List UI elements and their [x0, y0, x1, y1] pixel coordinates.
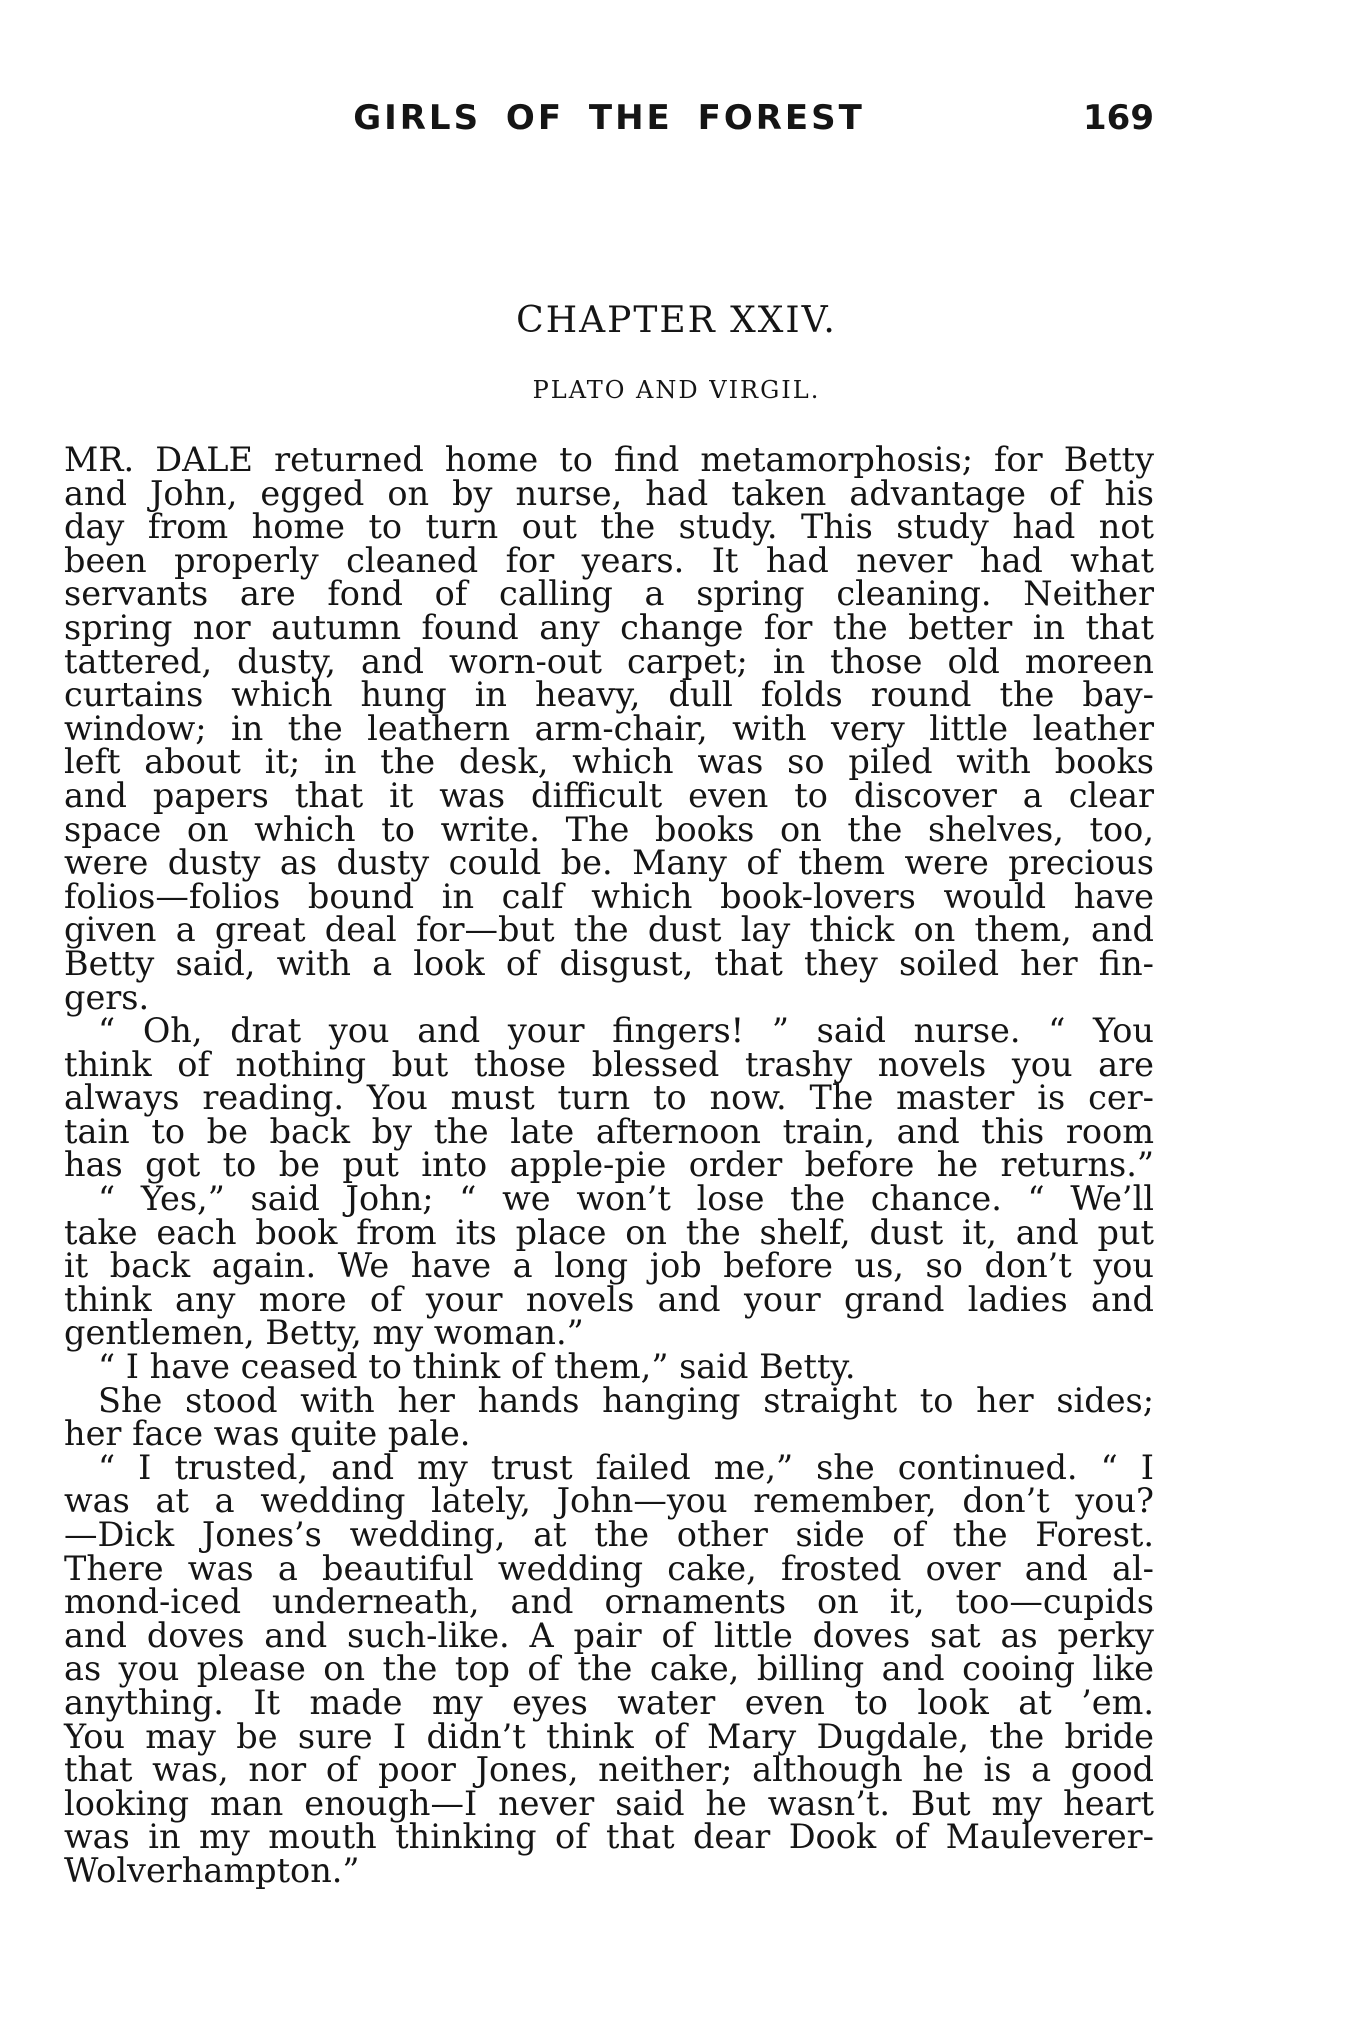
- text-line: and John, egged on by nurse, had taken advantage of his: [64, 473, 1154, 513]
- text-line: tattered, dusty, and worn-out carpet; in those old moreen: [64, 641, 1154, 681]
- text-line: think of nothing but those blessed trashy novels you are: [64, 1044, 1154, 1084]
- text-line: “ Oh, drat you and your fingers! ” said nurse. “ You: [98, 1011, 1154, 1051]
- text-line: that was, nor of poor Jones, neither; although he is a good: [64, 1750, 1154, 1790]
- text-line: mond-iced underneath, and ornaments on it, too—cupids: [64, 1582, 1154, 1622]
- text-line: think any more of your novels and your grand ladies and: [64, 1279, 1154, 1319]
- running-head: [64, 98, 1154, 148]
- text-line: always reading. You must turn to now. The master is cer-: [64, 1078, 1154, 1118]
- text-line: and papers that it was difficult even to discover a clear: [64, 775, 1154, 815]
- text-line: servants are fond of calling a spring cleaning. Neither: [64, 574, 1154, 614]
- text-line: take each book from its place on the shelf, dust it, and put: [64, 1212, 1154, 1252]
- text-line: “ I have ceased to think of them,” said Betty.: [98, 1347, 856, 1387]
- text-line: space on which to write. The books on the shelves, too,: [64, 809, 1154, 849]
- text-line: tain to be back by the late afternoon train, and this room: [64, 1111, 1154, 1151]
- chapter-body: [64, 440, 1154, 1890]
- text-line: her face was quite pale.: [64, 1414, 471, 1454]
- text-line: She stood with her hands hanging straight to her sides;: [98, 1380, 1154, 1420]
- text-line: anything. It made my eyes water even to look at ’em.: [64, 1682, 1154, 1722]
- text-line: was at a wedding lately, John—you remember, don’t you?: [64, 1481, 1154, 1521]
- text-line: There was a beautiful wedding cake, frosted over and al-: [64, 1548, 1154, 1588]
- text-line: looking man enough—I never said he wasn’t. But my heart: [64, 1783, 1154, 1823]
- text-line: spring nor autumn found any change for the better in that: [64, 607, 1154, 647]
- text-line: left about it; in the desk, which was so piled with books: [64, 742, 1154, 782]
- text-line: been properly cleaned for years. It had never had what: [64, 540, 1154, 580]
- text-line: You may be sure I didn’t think of Mary Dugdale, the bride: [64, 1716, 1154, 1756]
- text-line: gers.: [64, 977, 150, 1017]
- running-title: GIRLS OF THE FOREST: [353, 98, 865, 138]
- text-line: Betty said, with a look of disgust, that they soiled her fin-: [64, 943, 1154, 983]
- text-line: curtains which hung in heavy, dull folds round the bay-: [64, 675, 1154, 715]
- text-line: it back again. We have a long job before us, so don’t you: [64, 1246, 1154, 1286]
- page-number: 169: [1083, 98, 1154, 138]
- text-line: “ Yes,” said John; “ we won’t lose the chance. “ We’ll: [98, 1179, 1154, 1219]
- text-line: has got to be put into apple-pie order before he returns.”: [64, 1145, 1154, 1185]
- text-line: were dusty as dusty could be. Many of them were precious: [64, 843, 1154, 883]
- text-line: as you please on the top of the cake, billing and cooing like: [64, 1649, 1154, 1689]
- text-line: “ I trusted, and my trust failed me,” she continued. “ I: [98, 1447, 1154, 1487]
- text-line: —Dick Jones’s wedding, at the other side of the Forest.: [64, 1515, 1154, 1554]
- text-line: window; in the leathern arm-chair, with very little leather: [64, 708, 1154, 748]
- text-line: given a great deal for—but the dust lay thick on them, and: [64, 910, 1154, 950]
- text-line: folios—folios bound in calf which book-lovers would have: [64, 876, 1154, 916]
- text-line: MR. DALE returned home to find metamorphosis; for Betty: [64, 440, 1154, 479]
- text-line: was in my mouth thinking of that dear Dook of Mauleverer-: [64, 1817, 1154, 1857]
- chapter-title: CHAPTER XXIV.: [516, 300, 837, 341]
- text-line: day from home to turn out the study. This study had not: [64, 507, 1154, 547]
- text-line: and doves and such-like. A pair of little doves sat as perky: [64, 1615, 1154, 1655]
- text-line: Wolverhampton.”: [64, 1850, 360, 1890]
- chapter-subtitle: PLATO AND VIRGIL.: [532, 376, 821, 404]
- text-line: gentlemen, Betty, my woman.”: [64, 1313, 584, 1353]
